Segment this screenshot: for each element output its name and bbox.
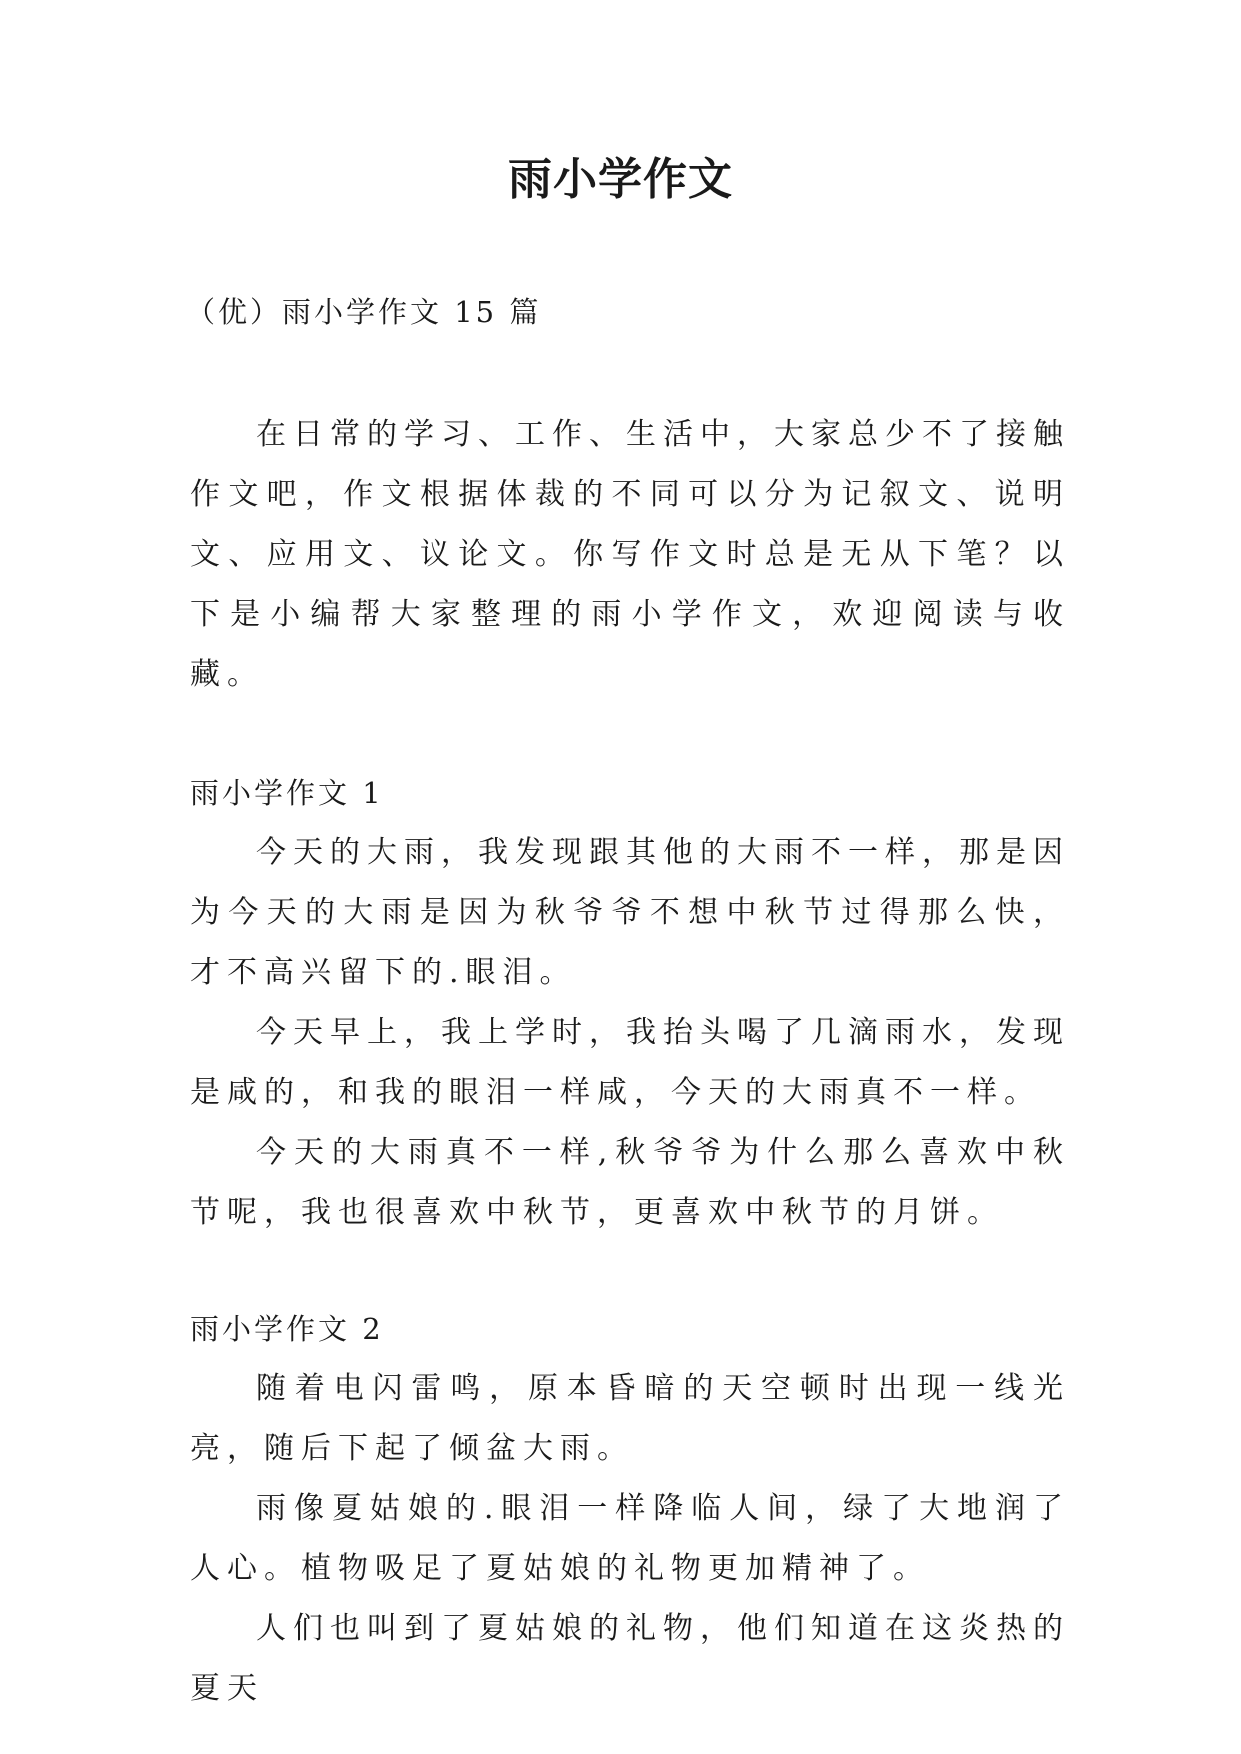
essay-paragraph: 今天的大雨真不一样,秋爷爷为什么那么喜欢中秋节呢，我也很喜欢中秋节，更喜欢中秋节的月饼。 <box>190 1135 1070 1230</box>
essay-paragraph: 今天的大雨，我发现跟其他的大雨不一样，那是因为今天的大雨是因为秋爷爷不想中秋节过得那么快，才不高兴留下的.眼泪。 <box>190 835 1070 990</box>
document-body <box>190 405 1070 1719</box>
essay-2 <box>190 1299 1070 1719</box>
essay-paragraph: 今天早上，我上学时，我抬头喝了几滴雨水，发现是咸的，和我的眼泪一样咸，今天的大雨真不一样。 <box>190 1015 1070 1110</box>
essay-paragraph: 雨像夏姑娘的.眼泪一样降临人间，绿了大地润了人心。植物吸足了夏姑娘的礼物更加精神了。 <box>190 1491 1070 1586</box>
essay-1 <box>190 763 1070 1243</box>
essay-paragraph: 人们也叫到了夏姑娘的礼物，他们知道在这炎热的夏天 <box>190 1611 1070 1706</box>
essay-heading: 雨小学作文 2 <box>190 1312 384 1346</box>
intro-paragraph: 在日常的学习、工作、生活中，大家总少不了接触作文吧，作文根据体裁的不同可以分为记叙文、说明文、应用文、议论文。你写作文时总是无从下笔？以下是小编帮大家整理的雨小学作文，欢迎阅读与收藏。 <box>190 417 1070 692</box>
essay-heading: 雨小学作文 1 <box>190 776 384 810</box>
document-subtitle: （优）雨小学作文 15 篇 <box>186 295 542 329</box>
document-title: 雨小学作文 <box>508 154 733 205</box>
essay-paragraph: 随着电闪雷鸣，原本昏暗的天空顿时出现一线光亮，随后下起了倾盆大雨。 <box>190 1371 1070 1466</box>
